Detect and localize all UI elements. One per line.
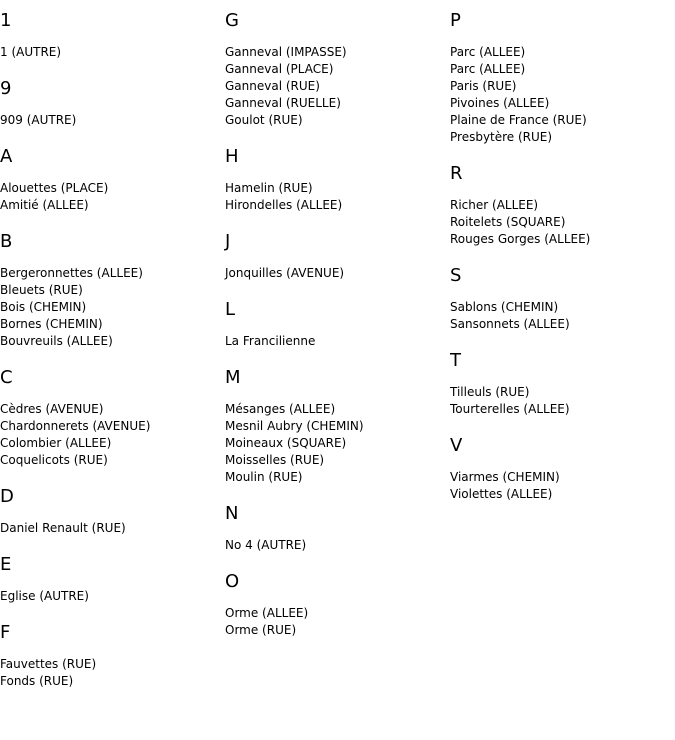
- letter-section: [450, 435, 672, 503]
- section-letter-heading: M: [225, 367, 241, 388]
- street-list: [450, 469, 672, 503]
- street-link[interactable]: Paris (RUE): [450, 79, 517, 93]
- street-list: [450, 44, 672, 146]
- section-letter-heading: B: [0, 231, 13, 252]
- street-link[interactable]: Colombier (ALLEE): [0, 436, 112, 450]
- section-letter-heading: N: [225, 503, 239, 524]
- section-letter-heading: H: [225, 146, 239, 167]
- street-link[interactable]: Daniel Renault (RUE): [0, 521, 126, 535]
- street-link[interactable]: Pivoines (ALLEE): [450, 96, 550, 110]
- street-list: [225, 605, 447, 639]
- street-list: [225, 44, 447, 129]
- street-link[interactable]: Tilleuls (RUE): [450, 385, 530, 399]
- street-link[interactable]: Tourterelles (ALLEE): [450, 402, 570, 416]
- street-link[interactable]: Moisselles (RUE): [225, 453, 325, 467]
- section-letter-heading: J: [225, 231, 231, 252]
- street-link[interactable]: Alouettes (PLACE): [0, 181, 109, 195]
- letter-section: [0, 231, 222, 350]
- section-letter-heading: 9: [0, 78, 12, 99]
- street-link[interactable]: Parc (ALLEE): [450, 62, 526, 76]
- street-list: [0, 44, 222, 61]
- street-link[interactable]: Eglise (AUTRE): [0, 589, 89, 603]
- street-link[interactable]: Bouvreuils (ALLEE): [0, 334, 113, 348]
- street-link[interactable]: Bergeronnettes (ALLEE): [0, 266, 143, 280]
- letter-section: [450, 265, 672, 333]
- letter-section: [225, 571, 447, 639]
- letter-section: [225, 231, 447, 282]
- street-link[interactable]: Hirondelles (ALLEE): [225, 198, 343, 212]
- street-link[interactable]: 1 (AUTRE): [0, 45, 62, 59]
- street-link[interactable]: Violettes (ALLEE): [450, 487, 553, 501]
- street-link[interactable]: Mésanges (ALLEE): [225, 402, 336, 416]
- street-link[interactable]: Ganneval (PLACE): [225, 62, 334, 76]
- street-link[interactable]: Goulot (RUE): [225, 113, 303, 127]
- street-link[interactable]: Parc (ALLEE): [450, 45, 526, 59]
- letter-section: [450, 10, 672, 146]
- section-letter-heading: L: [225, 299, 236, 320]
- street-link[interactable]: Bois (CHEMIN): [0, 300, 87, 314]
- letter-section: [225, 10, 447, 129]
- section-letter-heading: T: [450, 350, 461, 371]
- section-letter-heading: E: [0, 554, 12, 575]
- street-link[interactable]: La Francilienne: [225, 334, 316, 348]
- street-list: [0, 112, 222, 129]
- street-link[interactable]: Plaine de France (RUE): [450, 113, 587, 127]
- street-link[interactable]: Roitelets (SQUARE): [450, 215, 566, 229]
- letter-section: [0, 78, 222, 129]
- index-column-1: [0, 10, 222, 707]
- letter-section: [450, 350, 672, 418]
- street-list: [450, 299, 672, 333]
- street-link[interactable]: Mesnil Aubry (CHEMIN): [225, 419, 364, 433]
- street-link[interactable]: Cèdres (AVENUE): [0, 402, 104, 416]
- street-list: [450, 197, 672, 248]
- index-column-2: [225, 10, 447, 656]
- street-link[interactable]: Amitié (ALLEE): [0, 198, 89, 212]
- section-letter-heading: C: [0, 367, 13, 388]
- section-letter-heading: P: [450, 10, 461, 31]
- street-link[interactable]: Richer (ALLEE): [450, 198, 539, 212]
- index-column-3: [450, 10, 672, 520]
- street-link[interactable]: Jonquilles (AVENUE): [225, 266, 345, 280]
- letter-section: [225, 299, 447, 350]
- street-list: [225, 180, 447, 214]
- letter-section: [0, 367, 222, 469]
- street-list: [225, 401, 447, 486]
- section-letter-heading: O: [225, 571, 240, 592]
- section-letter-heading: F: [0, 622, 11, 643]
- street-link[interactable]: Viarmes (CHEMIN): [450, 470, 560, 484]
- street-list: [225, 265, 447, 282]
- street-link[interactable]: Fauvettes (RUE): [0, 657, 97, 671]
- street-list: [225, 537, 447, 554]
- street-list: [0, 588, 222, 605]
- street-list: [0, 401, 222, 469]
- street-list: [0, 265, 222, 350]
- letter-section: [225, 503, 447, 554]
- street-link[interactable]: Orme (RUE): [225, 623, 297, 637]
- street-link[interactable]: No 4 (AUTRE): [225, 538, 307, 552]
- street-link[interactable]: Sablons (CHEMIN): [450, 300, 559, 314]
- street-link[interactable]: Bleuets (RUE): [0, 283, 83, 297]
- section-letter-heading: D: [0, 486, 14, 507]
- letter-section: [450, 163, 672, 248]
- street-link[interactable]: Ganneval (RUELLE): [225, 96, 341, 110]
- letter-section: [225, 367, 447, 486]
- street-link[interactable]: Ganneval (RUE): [225, 79, 320, 93]
- street-link[interactable]: Moineaux (SQUARE): [225, 436, 347, 450]
- letter-section: [0, 10, 222, 61]
- street-link[interactable]: Fonds (RUE): [0, 674, 74, 688]
- section-letter-heading: 1: [0, 10, 12, 31]
- street-list: [0, 180, 222, 214]
- letter-section: [0, 486, 222, 537]
- section-letter-heading: V: [450, 435, 463, 456]
- letter-section: [0, 146, 222, 214]
- street-link[interactable]: Presbytère (RUE): [450, 130, 553, 144]
- street-link[interactable]: Chardonnerets (AVENUE): [0, 419, 151, 433]
- section-letter-heading: G: [225, 10, 239, 31]
- section-letter-heading: S: [450, 265, 462, 286]
- street-link[interactable]: Rouges Gorges (ALLEE): [450, 232, 591, 246]
- section-letter-heading: R: [450, 163, 463, 184]
- street-link[interactable]: Orme (ALLEE): [225, 606, 309, 620]
- section-letter-heading: A: [0, 146, 13, 167]
- street-link[interactable]: Moulin (RUE): [225, 470, 303, 484]
- street-list: [225, 333, 447, 350]
- letter-section: [225, 146, 447, 214]
- street-link[interactable]: 909 (AUTRE): [0, 113, 77, 127]
- street-list: [0, 656, 222, 690]
- street-list: [450, 384, 672, 418]
- street-list: [0, 520, 222, 537]
- street-link[interactable]: Hamelin (RUE): [225, 181, 313, 195]
- street-link[interactable]: Sansonnets (ALLEE): [450, 317, 570, 331]
- street-link[interactable]: Bornes (CHEMIN): [0, 317, 103, 331]
- letter-section: [0, 622, 222, 690]
- street-link[interactable]: Ganneval (IMPASSE): [225, 45, 347, 59]
- street-link[interactable]: Coquelicots (RUE): [0, 453, 108, 467]
- letter-section: [0, 554, 222, 605]
